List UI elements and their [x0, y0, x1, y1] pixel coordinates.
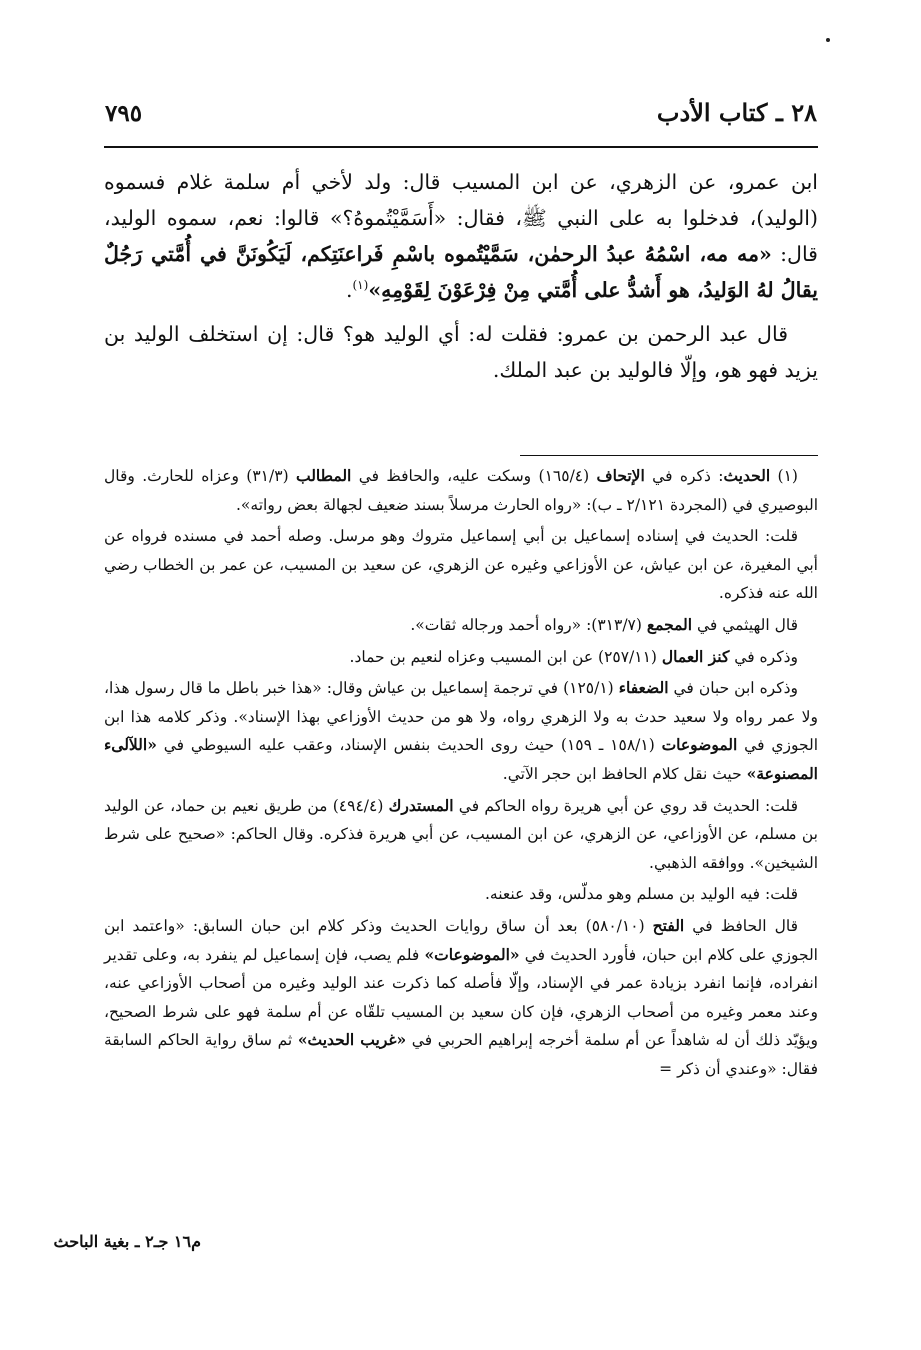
footnote-paragraph: قلت: فيه الوليد بن مسلم وهو مدلّس، وقد عنعنه. [485, 885, 798, 904]
bold-term: الموضوعات [661, 735, 738, 755]
footnote-text: قلت: الحديث قد روي عن أبي هريرة رواه الحاكم في [453, 796, 798, 815]
footnote-paragraph [104, 611, 818, 640]
footnotes [104, 462, 818, 1086]
footnote-text: (٤٩٤/٤) من طريق نعيم بن حماد، عن الوليد بن مسلم، عن الأوزاعي، عن الزهري، عن ابن المسيب، عن أبي هريرة فذكره. وقال الحاكم: «صحيح على شرط الشيخين». ووافقه الذهبي. [104, 796, 818, 872]
footnote-text: (٥٨٠/١٠) بعد أن ساق روايات الحديث وذكر كلام ابن حبان السابق: «واعتمد ابن الجوزي على كلام ابن حبان، فأورد الحديث في [104, 916, 818, 964]
footnote-reference: (١) [352, 278, 369, 293]
footnote-paragraph [104, 643, 818, 672]
main-text [104, 164, 818, 396]
footnote-text: (٢٥٧/١١) عن ابن المسيب وعزاه لنعيم بن حماد. [349, 647, 662, 666]
scan-speck [826, 38, 830, 42]
bold-term: الضعفاء [618, 678, 669, 698]
footnote-separator [520, 455, 818, 456]
footnote-1 [104, 462, 818, 519]
bold-term: المستدرك [388, 795, 454, 815]
chapter-title: ٢٨ ـ كتاب الأدب [656, 98, 817, 127]
footnote-text: (٣١٣/٧): «رواه أحمد ورجاله ثقات». [410, 615, 647, 634]
page-number: ٧٩٥ [105, 100, 143, 127]
bold-term: «اللآلىء المصنوعة» [104, 735, 818, 783]
footnote-paragraph: قلت: الحديث في إسناده إسماعيل بن أبي إسماعيل متروك وهو مرسل. وصله أحمد في مسنده فرواه عن أبي المغيرة، عن ابن عياش، عن الأوزاعي وغيره عن الزهري، عن سعيد بن المسيب، عن عمر بن الخطاب رضي الله عنه فذكره. [104, 527, 818, 603]
footnote-text: حيث نقل كلام الحافظ ابن حجر الآتي. [502, 764, 747, 783]
footnote-number: (١) [770, 467, 798, 485]
bold-term: الفتح [652, 915, 685, 935]
bold-term: كنز العمال [661, 646, 730, 666]
footnote-text: (٣١/٣) وعزاه للحارث. وقال البوصيري في (المجردة ٢/١٢١ ـ ب): «رواه الحارث مرسلاً بسند ضعيف لجهالة بعض رواته». [104, 467, 818, 514]
bold-term: المجمع [646, 614, 693, 634]
header-rule [104, 146, 818, 148]
footnote-text: فلم يصب، فإن إسماعيل لم ينفرد به، وعلى تقدير انفراده، فإنما انفرد بزيادة عمر في الإسناد، وإلّا فأصله كما ذكرت عند الوليد وغيره من أصحاب الأوزاعي عنه، وعند معمر وغيره من أصحاب الزهري، فإن كان سعيد بن المسيب تلقّاه عن أم سلمة فهو على شرط الصحيح، ويؤيّد ذلك أن له شاهداً عن أم سلمة أخرجه إبراهيم الحربي في [104, 945, 818, 1050]
hadith-intro: ابن عمرو، عن الزهري، عن ابن المسيب قال: ولد لأخي أم سلمة غلام فسموه (الوليد)، فدخلوا به على النبي ﷺ، فقال: «أَسَمَّيْتُموهُ؟» قالوا: نعم، سموه الوليد، قال: [104, 170, 818, 266]
footnote-text: ثم ساق رواية الحاكم السابقة فقال: «وعندي أن ذكر = [104, 1031, 818, 1078]
bold-term: المطالب [295, 466, 352, 485]
footnote-text: (١٦٥/٤) وسكت عليه، والحافظ في [351, 467, 597, 485]
footnote-text: (١٥٨/١ ـ ١٥٩) حيث روى الحديث بنفس الإسناد، وعقب عليه السيوطي في [156, 736, 662, 755]
footnote-text: قال الهيثمي في [692, 615, 798, 634]
bold-term: «غريب الحديث» [297, 1030, 407, 1050]
hadith-text: «مه مه، اسْمُهُ عبدُ الرحمٰن، سَمَّيْتُموه باسْمِ فَراعنَتِكم، لَيَكُونَنَّ في أُمَّتي رَجُلٌ يقالُ لهُ الوَليدُ، هو أَشدُّ على أُمَّتي مِنْ فِرْعَوْنَ لِقَوْمِهِ» [104, 242, 818, 302]
footnote-paragraph [104, 674, 818, 788]
hadith-end: . [345, 278, 353, 302]
footnote-text: قال الحافظ في [684, 916, 798, 935]
main-paragraph-2: قال عبد الرحمن بن عمرو: فقلت له: أي الوليد هو؟ قال: إن استخلف الوليد بن يزيد فهو هو، وإلّا فالوليد بن عبد الملك. [104, 322, 818, 382]
bold-term: الإتحاف [596, 466, 645, 485]
footnote-paragraph [104, 792, 818, 878]
footnote-paragraph [104, 912, 818, 1084]
printer-signature: م١٦ جـ٢ ـ بغية الباحث [53, 1232, 201, 1251]
bold-term: الحديث [723, 466, 771, 485]
page-header [105, 98, 817, 138]
footnote-text: (١٢٥/١) في ترجمة إسماعيل بن عياش وقال: «هذا خبر باطل ما قال رسول هذا، ولا عمر رواه ولا سعيد حدث به ولا الزهري رواه، ولا هو من حديث الأوزاعي بهذا الإسناد». وذكر كلامه هذا ابن الجوزي في [104, 679, 818, 755]
bold-term: «الموضوعات» [424, 944, 520, 964]
footnote-text: وذكره في [729, 647, 798, 666]
footnote-text: : ذكره في [644, 467, 724, 485]
footnote-text: وذكره ابن حبان في [668, 679, 799, 698]
main-paragraph [104, 164, 818, 308]
